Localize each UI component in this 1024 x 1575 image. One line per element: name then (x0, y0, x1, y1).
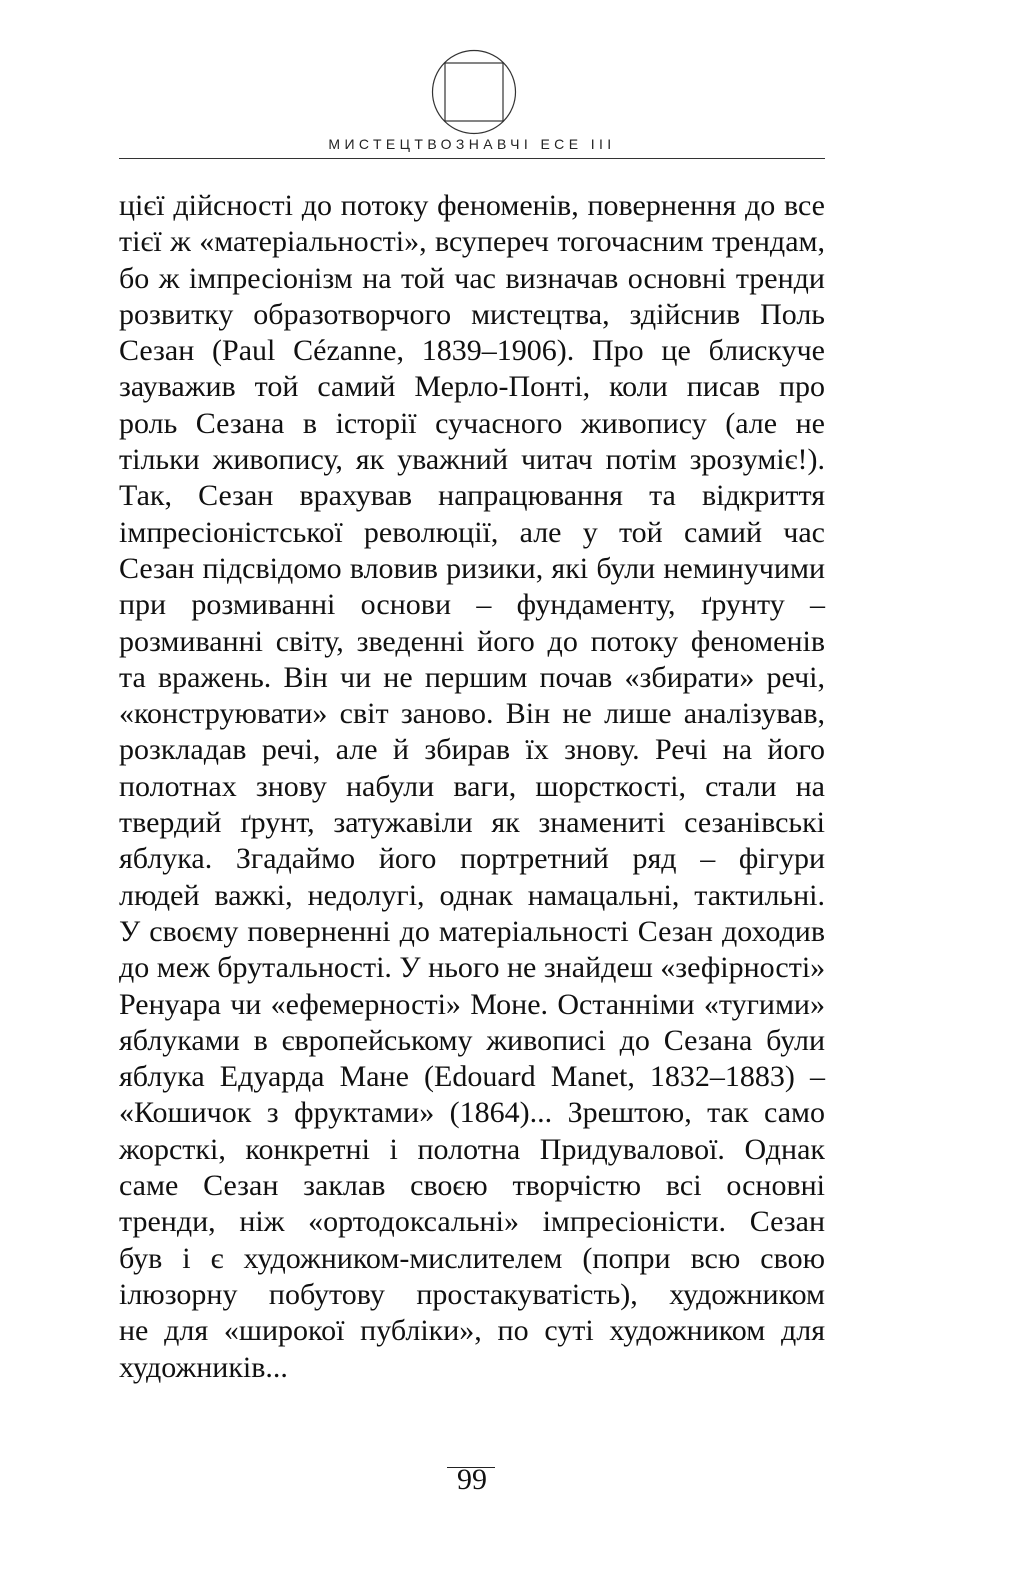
text-line: твердий ґрунт, затужавіли як знамениті сезанівські (119, 806, 825, 840)
running-header: МИСТЕЦТВОЗНАВЧІ ЕСЕ ІІІ (328, 136, 616, 152)
text-line: полотнах знову набули ваги, шорсткості, стали на (119, 769, 825, 803)
text-line: роль Сезана в історії сучасного живопису (але не (119, 406, 825, 440)
text-line: розвитку образотворчого мистецтва, здійснив Поль (119, 297, 825, 331)
text-line: яблуками в європейському живописі до Сезана були (119, 1023, 825, 1057)
text-line: людей важкі, недолугі, однак намацальні, тактильні. (119, 878, 825, 912)
text-line: тренди, ніж «ортодоксальні» імпресіоністи. Сезан (119, 1205, 825, 1239)
text-line: тієї ж «матеріальності», всупереч тогочасним трендам, (119, 225, 825, 259)
text-line: У своєму поверненні до матеріальності Сезан доходив (119, 914, 825, 948)
text-line: Так, Сезан врахував напрацювання та відкриття (119, 479, 825, 513)
text-line: до меж брутальності. У нього не знайдеш «зефірності» (119, 951, 826, 985)
text-line: цієї дійсності до потоку феноменів, повернення до все (119, 189, 825, 222)
text-line: розмиванні світу, зведенні його до потоку феноменів (119, 624, 825, 658)
text-line: бо ж імпресіонізм на той час визначав основні тренди (119, 261, 825, 295)
text-line: яблука Едуарда Мане (Edouard Manet, 1832–1883) – (119, 1060, 825, 1094)
text-line: був і є художником-мислителем (попри всю свою (119, 1241, 825, 1275)
text-line: Ренуара чи «ефемерності» Моне. Останніми «тугими» (119, 987, 825, 1021)
text-line-last: художників... (119, 1350, 288, 1384)
text-line: Сезан (Paul Cézanne, 1839–1906). Про це блискуче (119, 334, 825, 368)
text-line: саме Сезан заклав своєю творчістю всі основні (119, 1169, 825, 1203)
text-line: жорсткі, конкретні і полотна Придувалової. Однак (119, 1132, 825, 1166)
text-line: не для «широкої публіки», по суті художником для (119, 1314, 825, 1348)
text-line: «Кошичок з фруктами» (1864)... Зрештою, так само (119, 1096, 825, 1130)
text-line: імпресіоністської революції, але у той самий час (119, 515, 825, 549)
text-line: ілюзорну побутову простакуватість), художником (119, 1277, 825, 1311)
header-rule (119, 158, 825, 159)
page-number: 99 (457, 1463, 487, 1496)
text-line: та вражень. Він чи не першим почав «збирати» речі, (119, 660, 825, 694)
text-line: Сезан підсвідомо вловив ризики, які були неминучими (119, 551, 825, 585)
text-line: «конструювати» світ заново. Він не лише аналізував, (119, 697, 825, 731)
text-line: при розмиванні основи – фундаменту, ґрунту – (119, 588, 825, 622)
text-line: тільки живопису, як уважний читач потім зрозуміє!). (119, 443, 825, 477)
text-line: розкладав речі, але й збирав їх знову. Речі на його (119, 733, 825, 767)
circle-square-emblem-icon (431, 49, 517, 135)
body-text (119, 188, 825, 1386)
text-line: яблука. Згадаймо його портретний ряд – фігури (119, 842, 825, 876)
text-line: зауважив той самий Мерло-Понті, коли писав про (119, 370, 825, 404)
